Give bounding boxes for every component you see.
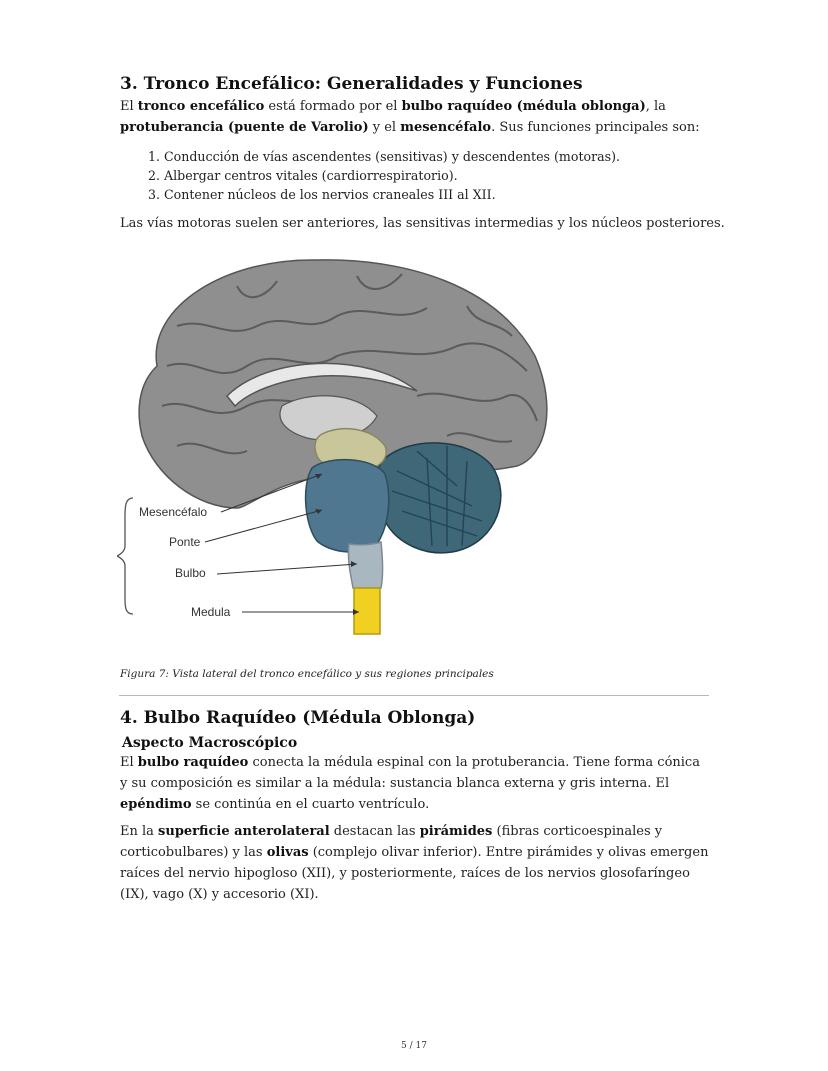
section-4-heading: 4. Bulbo Raquídeo (Médula Oblonga) (120, 708, 476, 728)
leader-bulbo (217, 564, 357, 574)
functions-list-item: 3. Contener núcleos de los nervios craneales III al XII. (148, 187, 496, 202)
label-bulbo: Bulbo (175, 566, 206, 580)
section-3-note: Las vías motoras suelen ser anteriores, las sensitivas intermedias y los núcleos posteriores. (120, 216, 725, 231)
brainstem-figure (117, 246, 553, 638)
section-4-paragraph-1: El bulbo raquídeo conecta la médula espinal con la protuberancia. Tiene forma cónica y su composición es similar a la médula: sustancia blanca externa y gris interna. El epéndimo se continúa en el cuarto ventrículo. (120, 755, 700, 812)
label-medula: Medula (191, 605, 231, 619)
region-brace (117, 498, 133, 614)
figure-caption: Figura 7: Vista lateral del tronco encefálico y sus regiones principales (120, 668, 494, 680)
section-3-heading: 3. Tronco Encefálico: Generalidades y Funciones (120, 74, 583, 94)
ponte-region (306, 460, 389, 552)
section-4-paragraph-2: En la superficie anterolateral destacan las pirámides (fibras corticoespinales y corticobulbares) y las olivas (complejo olivar inferior). Entre pirámides y olivas emergen raíces del nervio hipogloso (XII), y posteriormente, raíces de los nervios glosofaríngeo (IX), vago (X) y accesorio (XI). (120, 824, 709, 902)
functions-list-item: 1. Conducción de vías ascendentes (sensitivas) y descendentes (motoras). (148, 149, 621, 164)
functions-list-item: 2. Albergar centros vitales (cardiorrespiratorio). (148, 168, 458, 183)
section-divider (119, 695, 709, 696)
page-number: 5 / 17 (401, 1041, 427, 1051)
medula-region (354, 588, 380, 634)
section-3-intro: El tronco encefálico está formado por el bulbo raquídeo (médula oblonga), la protuberancia (puente de Varolio) y el mesencéfalo. Sus funciones principales son: (120, 99, 700, 135)
label-ponte: Ponte (169, 535, 201, 549)
cerebellum (376, 443, 501, 553)
leader-ponte (205, 510, 322, 542)
brain-illustration (117, 246, 553, 638)
section-4-subheading: Aspecto Macroscópico (122, 735, 298, 751)
label-mesencefalo: Mesencéfalo (139, 505, 208, 519)
functions-list (148, 147, 620, 204)
